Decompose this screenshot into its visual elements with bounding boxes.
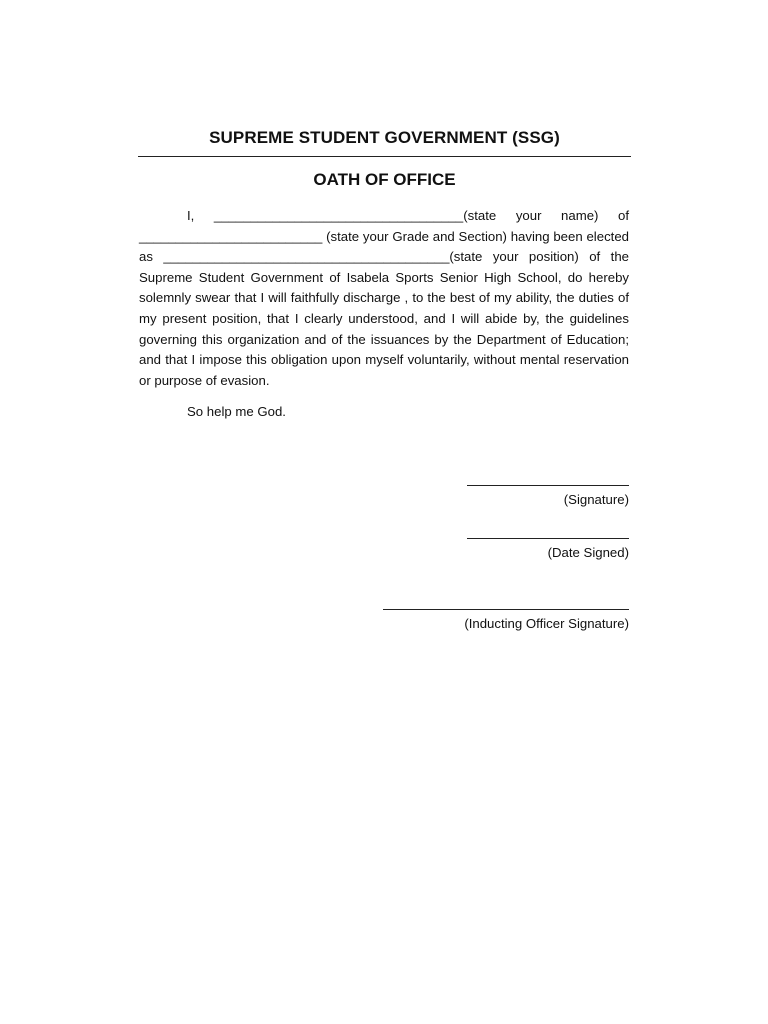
signature-block	[467, 485, 629, 507]
closing-line: So help me God.	[187, 404, 286, 419]
document-subtitle: OATH OF OFFICE	[313, 170, 456, 189]
title-underline	[138, 156, 631, 157]
date-signed-line	[467, 538, 629, 539]
signature-label: (Signature)	[563, 492, 629, 507]
inducting-officer-label: (Inducting Officer Signature)	[464, 616, 629, 631]
date-signed-block	[467, 538, 629, 560]
date-signed-label: (Date Signed)	[547, 545, 629, 560]
inducting-officer-line	[383, 609, 629, 610]
oath-paragraph-block	[139, 206, 629, 391]
document-title: SUPREME STUDENT GOVERNMENT (SSG)	[209, 128, 560, 147]
signature-line	[467, 485, 629, 486]
oath-paragraph: I, __________________________________(state your name) of _________________________ (state your Grade and Section) having been elected as _______________________________________(state your position) of the Supreme Student Government of Isabela Sports Senior High School, do hereby solemnly swear that I will faithfully discharge , to the best of my ability, the duties of my present position, that I clearly understood, and I will abide by, the guidelines governing this organization and of the issuances by the Department of Education; and that I impose this obligation upon myself voluntarily, without mental reservation or purpose of evasion.	[139, 208, 629, 388]
inducting-officer-block	[383, 609, 629, 631]
